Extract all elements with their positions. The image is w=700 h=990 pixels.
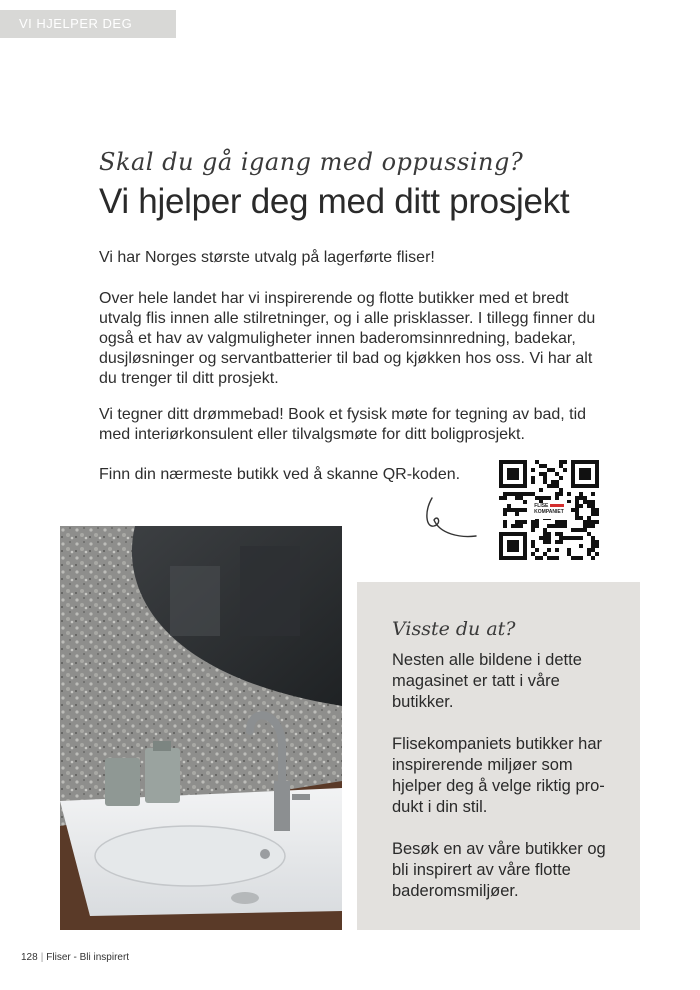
did-you-know-box <box>357 582 640 930</box>
qr-badge-line2: KOMPANIET <box>534 509 564 515</box>
qr-paragraph: Finn din nærmeste butikk ved å skanne QR-koden. <box>99 466 461 483</box>
page-footer: 128 | Fliser - Bli inspirert <box>21 952 130 963</box>
qr-logo-badge <box>527 503 571 519</box>
bathroom-sink-image <box>60 526 342 930</box>
intro-paragraph: Vi har Norges største utvalg på lagerførte fliser! <box>99 249 435 266</box>
box-paragraph: Nesten alle bildene i dette magasinet er tatt i våre butikker. <box>392 651 582 711</box>
box-paragraph: Besøk en av våre butikker og bli inspirert av våre flotte baderomsmiljøer. <box>392 840 606 900</box>
handdrawn-arrow-icon <box>420 490 480 540</box>
design-paragraph: Vi tegner ditt drømmebad! Book et fysisk møte for tegning av bad, tid med interiørkonsulent eller tilvalgsmøte for ditt boligprosjekt. <box>99 406 587 443</box>
page-title: Vi hjelper deg med ditt prosjekt <box>99 182 570 221</box>
box-kicker: Visste du at? <box>392 618 516 640</box>
stores-paragraph: Over hele landet har vi inspirerende og flotte butikker med et bredt utvalg flis innen alle stilretninger, og i alle prisklasser. I tillegg finner du også et hav av valgmuligheter innen baderomsinnredning, badekar, dusjløsninger og servantbatterier til bad og kjøkken hos oss. Vi har alt du trenger til ditt prosjekt. <box>99 290 596 387</box>
footer-section: Fliser - Bli inspirert <box>46 952 130 963</box>
qr-code[interactable] <box>499 460 599 560</box>
qr-badge-line1: FLISE <box>534 503 549 509</box>
section-tag: VI HJELPER DEG <box>0 10 176 38</box>
box-paragraph: Flisekompaniets butikker har inspirerende miljøer som hjelper deg å velge riktig pro-dukt i din stil. <box>392 735 605 816</box>
box-text <box>392 650 622 923</box>
bathroom-photo <box>60 526 342 930</box>
page-number: 128 <box>21 952 38 963</box>
kicker-heading: Skal du gå igang med oppussing? <box>99 148 524 176</box>
